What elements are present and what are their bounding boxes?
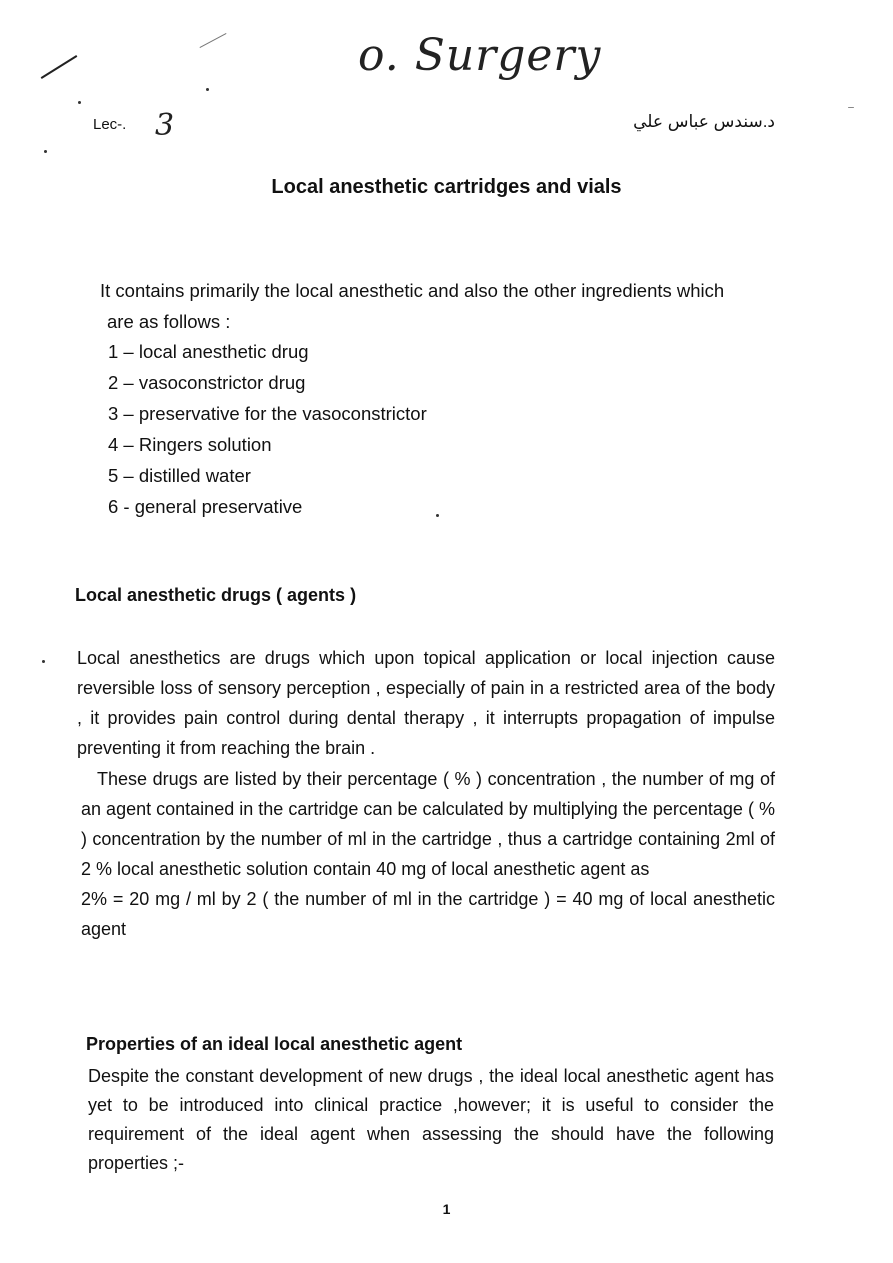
list-item: 3 – preservative for the vasoconstrictor	[108, 403, 427, 424]
ingredients-list	[108, 336, 427, 522]
paragraph-calculation: 2% = 20 mg / ml by 2 ( the number of ml in the cartridge ) = 40 mg of local anesthetic agent	[81, 889, 775, 939]
list-item: 5 – distilled water	[108, 465, 251, 486]
paragraph-percentage: These drugs are listed by their percentage ( % ) concentration , the number of mg of an agent contained in the cartridge can be calculated by multiplying the percentage ( % ) concentration by the number of ml in the cartridge , thus a cartridge containing 2ml of 2 % local anesthetic solution contain 40 mg of local anesthetic agent as	[81, 769, 775, 879]
paragraph-properties: Despite the constant development of new drugs , the ideal local anesthetic agent has yet to be introduced into clinical practice ,however; it is useful to consider the requirement of the ideal agent when assessing the should have the following properties ;-	[88, 1066, 774, 1173]
paragraph-concentration	[81, 764, 775, 944]
document-title: Local anesthetic cartridges and vials	[271, 176, 622, 198]
paragraph-definition: Local anesthetics are drugs which upon topical application or local injection cause reversible loss of sensory perception , especially of pain in a restricted area of the body , it provides pain control during dental therapy , it interrupts propagation of impulse preventing it from reaching the brain .	[77, 648, 775, 758]
list-item: 6 - general preservative	[108, 496, 303, 517]
intro-line-2: are as follows :	[107, 311, 231, 332]
section-heading-properties: Properties of an ideal local anesthetic agent	[86, 1034, 463, 1054]
handwritten-title: o. Surgery	[358, 30, 602, 81]
speck	[436, 514, 439, 517]
speck	[848, 107, 854, 108]
section-heading-agents: Local anesthetic drugs ( agents )	[75, 585, 357, 605]
list-item: 1 – local anesthetic drug	[108, 341, 309, 362]
intro-line-1: It contains primarily the local anesthetic and also the other ingredients which	[100, 280, 725, 301]
pen-stroke	[41, 55, 78, 79]
list-item: 2 – vasoconstrictor drug	[108, 372, 306, 393]
speck	[42, 660, 45, 663]
author-name: د.سندس عباس علي	[633, 112, 775, 131]
lecture-number: 3	[155, 108, 175, 143]
intro-paragraph	[100, 275, 800, 337]
page-number: 1	[442, 1201, 451, 1217]
speck	[78, 101, 81, 104]
speck	[44, 150, 47, 153]
speck	[206, 88, 209, 91]
lecture-label: Lec-.	[93, 116, 127, 133]
list-item: 4 – Ringers solution	[108, 434, 272, 455]
pen-stroke	[200, 33, 227, 48]
